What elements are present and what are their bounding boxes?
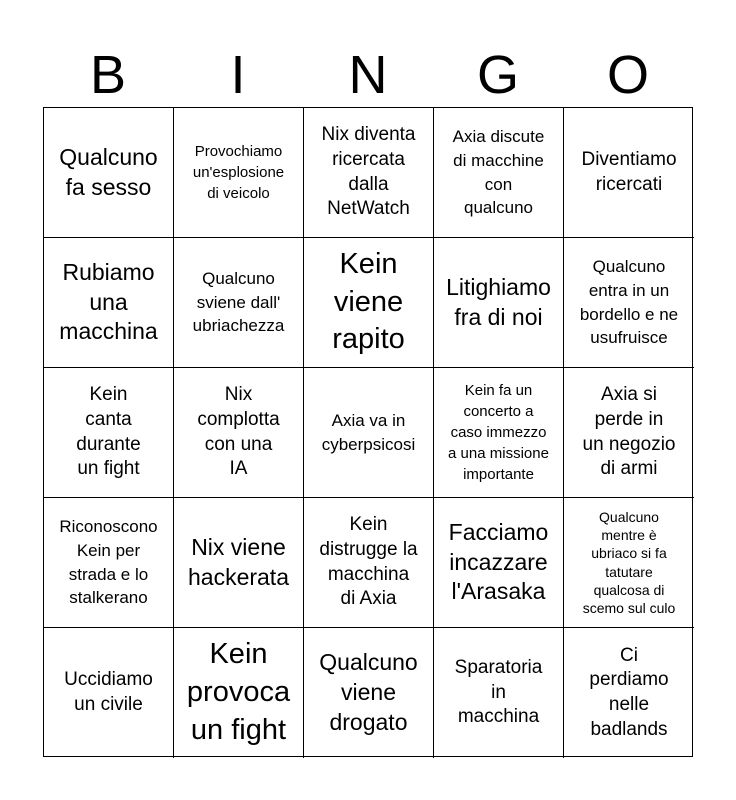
bingo-cell[interactable]: Qualcuno entra in un bordello e ne usufruisce [564, 238, 694, 368]
bingo-cell[interactable]: Qualcuno fa sesso [44, 108, 174, 238]
bingo-cell[interactable]: Qualcuno sviene dall' ubriachezza [174, 238, 304, 368]
bingo-cell[interactable]: Qualcuno viene drogato [304, 628, 434, 758]
bingo-cell[interactable]: Diventiamo ricercati [564, 108, 694, 238]
header-letter-o: O [606, 45, 649, 105]
bingo-cell[interactable]: Riconoscono Kein per strada e lo stalkerano [44, 498, 174, 628]
bingo-cell[interactable]: Kein canta durante un fight [44, 368, 174, 498]
bingo-cell[interactable]: Provochiamo un'esplosione di veicolo [174, 108, 304, 238]
bingo-cell[interactable]: Kein provoca un fight [174, 628, 304, 758]
bingo-cell[interactable]: Uccidiamo un civile [44, 628, 174, 758]
bingo-cell[interactable]: Rubiamo una macchina [44, 238, 174, 368]
bingo-cell[interactable]: Nix diventa ricercata dalla NetWatch [304, 108, 434, 238]
bingo-cell[interactable]: Nix viene hackerata [174, 498, 304, 628]
bingo-header [43, 45, 693, 105]
bingo-cell[interactable]: Axia si perde in un negozio di armi [564, 368, 694, 498]
bingo-cell[interactable]: Kein distrugge la macchina di Axia [304, 498, 434, 628]
bingo-cell[interactable]: Kein viene rapito [304, 238, 434, 368]
header-letter-n: N [348, 45, 388, 105]
bingo-cell[interactable]: Qualcuno mentre è ubriaco si fa tatutare qualcosa di scemo sul culo [564, 498, 694, 628]
header-letter-i: I [230, 45, 246, 105]
bingo-cell[interactable]: Facciamo incazzare l'Arasaka [434, 498, 564, 628]
bingo-cell[interactable]: Kein fa un concerto a caso immezzo a una missione importante [434, 368, 564, 498]
bingo-cell[interactable]: Nix complotta con una IA [174, 368, 304, 498]
header-letter-g: G [476, 45, 519, 105]
bingo-cell[interactable]: Axia va in cyberpsicosi [304, 368, 434, 498]
bingo-cell[interactable]: Axia discute di macchine con qualcuno [434, 108, 564, 238]
bingo-cell[interactable]: Litighiamo fra di noi [434, 238, 564, 368]
bingo-board [43, 107, 693, 757]
bingo-cell[interactable]: Ci perdiamo nelle badlands [589, 644, 669, 740]
bingo-cell[interactable]: Sparatoria in macchina [434, 628, 564, 758]
header-letter-b: B [89, 45, 127, 105]
